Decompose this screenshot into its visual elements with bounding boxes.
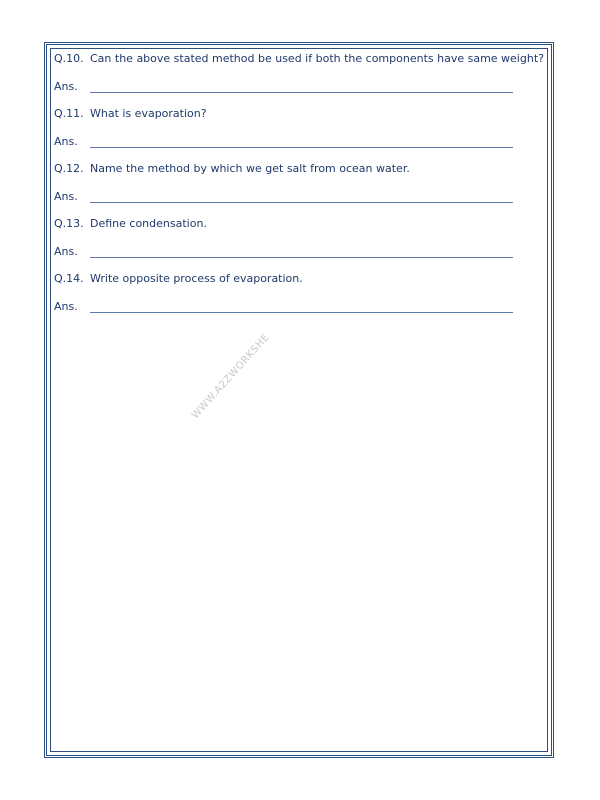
answer-label: Ans.: [54, 189, 78, 203]
answer-line[interactable]: [90, 147, 513, 148]
answer-label: Ans.: [54, 244, 78, 258]
answer-line[interactable]: [90, 202, 513, 203]
answer-row: [54, 78, 534, 106]
answer-row: [54, 133, 534, 161]
answer-line[interactable]: [90, 257, 513, 258]
answer-label: Ans.: [54, 299, 78, 313]
question-text: Define condensation.: [90, 217, 207, 230]
answer-row: [54, 243, 534, 271]
question-text: Write opposite process of evaporation.: [90, 272, 303, 285]
question-number: Q.10.: [54, 52, 84, 65]
answer-line[interactable]: [90, 312, 513, 313]
question-row: [54, 50, 544, 78]
answer-label: Ans.: [54, 134, 78, 148]
answer-row: [54, 188, 534, 216]
question-text: What is evaporation?: [90, 107, 207, 120]
question-number: Q.13.: [54, 217, 84, 230]
question-row: [54, 160, 534, 188]
question-number: Q.12.: [54, 162, 84, 175]
question-row: [54, 270, 534, 298]
question-number: Q.11.: [54, 107, 84, 120]
question-row: [54, 215, 534, 243]
question-number: Q.14.: [54, 272, 84, 285]
answer-row: [54, 298, 534, 326]
question-row: [54, 105, 534, 133]
answer-label: Ans.: [54, 79, 78, 93]
question-list: [54, 50, 544, 325]
question-text: Can the above stated method be used if both the components have same weight?: [90, 52, 544, 65]
answer-line[interactable]: [90, 92, 513, 93]
watermark-text: WWW.A2ZWORKSHE: [189, 331, 272, 422]
question-text: Name the method by which we get salt from ocean water.: [90, 162, 410, 175]
